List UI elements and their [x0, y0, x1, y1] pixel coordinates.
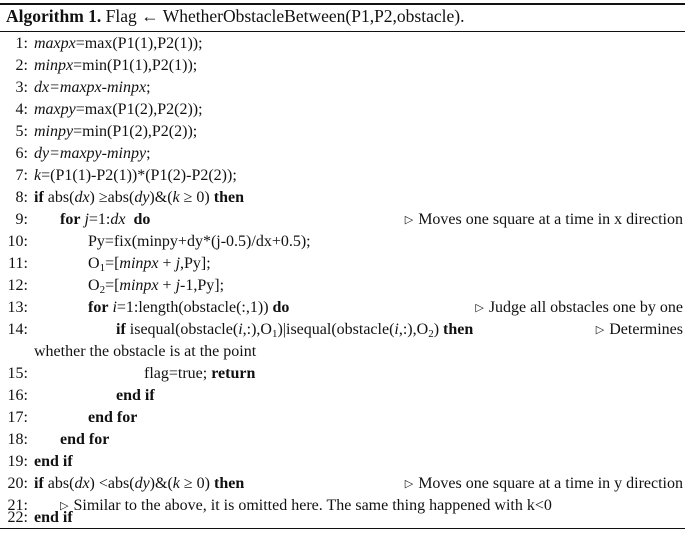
expr: ) ≥abs( — [89, 189, 135, 206]
comment-continuation: whether the obstacle is at the point — [34, 343, 257, 360]
code-line-11 — [0, 253, 685, 275]
line-code — [34, 55, 197, 77]
code-line-6 — [0, 143, 685, 165]
var-j: j — [84, 211, 89, 228]
keyword-end-if: end if — [34, 509, 73, 526]
expr: =max(P1(1),P2(1)); — [75, 35, 203, 52]
line-number: 17: — [7, 409, 28, 426]
comment-text: Similar to the above, it is omitted here. The same thing happened with k<0 — [73, 497, 552, 514]
keyword-end-for: end for — [60, 431, 110, 448]
var-o: O — [88, 277, 100, 294]
keyword-end-if: end if — [34, 453, 73, 470]
code-line-5 — [0, 121, 685, 143]
var-minpy: minpy — [34, 123, 74, 140]
expr: =[ — [105, 255, 120, 272]
expr: isequal(obstacle( — [129, 321, 239, 338]
code-line-8 — [0, 187, 685, 209]
line-number: 8: — [15, 189, 28, 206]
semicolon: ; — [146, 79, 151, 96]
keyword-for: for — [88, 299, 109, 316]
expr: ,:),O — [398, 321, 429, 338]
expr: flag=true; — [144, 365, 208, 382]
comment-triangle-icon: ▷ — [404, 478, 414, 490]
line-code: Py=fix(minpy+dy*(j-0.5)/dx+0.5); — [88, 233, 311, 250]
var-minpx: minpx — [34, 57, 74, 74]
top-rule — [0, 3, 685, 5]
var-minpx: minpx — [119, 277, 159, 294]
var-dx: dx — [74, 189, 90, 206]
bottom-rule — [0, 528, 685, 529]
caption-rule — [0, 31, 685, 32]
expr: )&( — [149, 475, 173, 492]
line-number: 1: — [15, 35, 28, 52]
line-number: 5: — [15, 123, 28, 140]
var-i: i — [238, 321, 243, 338]
line-code — [88, 253, 211, 275]
line-code — [144, 363, 255, 385]
var-i: i — [394, 321, 399, 338]
code-line-3 — [0, 77, 685, 99]
keyword-end-if: end if — [116, 387, 155, 404]
subscript: 1 — [99, 262, 106, 274]
comment-triangle-icon: ▷ — [475, 302, 484, 314]
code-line-14 — [0, 319, 685, 341]
caption-label: Algorithm 1. — [6, 6, 102, 26]
line-code — [34, 121, 197, 143]
line-comment — [405, 209, 683, 232]
line-number: 15: — [7, 365, 28, 382]
expr: + — [158, 255, 176, 272]
code-line-16 — [0, 385, 685, 407]
var-i: i — [112, 299, 117, 316]
line-number: 18: — [7, 431, 28, 448]
comment-text: Moves one square at a time in y direction — [418, 475, 683, 492]
expr: =min(P1(2),P2(2)); — [73, 123, 198, 140]
keyword-then: then — [443, 321, 474, 338]
keyword-end-for: end for — [88, 409, 138, 426]
code-line-7 — [0, 165, 685, 187]
comment-triangle-icon: ▷ — [60, 500, 69, 512]
keyword-then: then — [214, 475, 245, 492]
line-code — [34, 473, 244, 495]
expr: )|isequal(obstacle( — [277, 321, 395, 338]
code-line-4 — [0, 99, 685, 121]
var-dy: dy — [134, 189, 150, 206]
subscript: 2 — [428, 328, 434, 340]
code-line-19 — [0, 451, 685, 473]
var-k: k — [172, 475, 180, 492]
keyword-do: do — [133, 211, 151, 228]
expr: )&( — [149, 189, 173, 206]
line-code — [34, 187, 244, 209]
var-minpx: minpx — [119, 255, 159, 272]
line-number: 21: — [7, 497, 28, 514]
line-number: 11: — [8, 255, 28, 272]
comment-text: Determines — [609, 321, 683, 338]
code-line-1 — [0, 33, 685, 55]
semicolon: ; — [146, 145, 151, 162]
expr: abs( — [47, 475, 75, 492]
expr: ) <abs( — [89, 475, 135, 492]
expr: =min(P1(1),P2(1)); — [73, 57, 198, 74]
line-code — [34, 99, 203, 121]
expr: ,Py]; — [180, 255, 211, 272]
expr: -1,Py]; — [180, 277, 225, 294]
expr: ,:),O — [242, 321, 272, 338]
code-line-12 — [0, 275, 685, 297]
expr: + — [158, 277, 176, 294]
expr: ≥ 0) — [179, 189, 210, 206]
line-number: 4: — [15, 101, 28, 118]
keyword-for: for — [60, 211, 81, 228]
keyword-return: return — [211, 365, 256, 382]
var-j: j — [175, 277, 181, 294]
line-number: 10: — [7, 233, 28, 250]
line-number: 12: — [7, 277, 28, 294]
line-number: 13: — [7, 299, 28, 316]
var-maxpy: maxpy — [34, 101, 76, 118]
line-number: 14: — [7, 321, 28, 338]
line-code — [34, 165, 237, 187]
var-k: k — [34, 167, 42, 184]
code-line-14-continued — [0, 341, 685, 363]
code-line-13 — [0, 297, 685, 319]
expr: =1:length(obstacle(:,1)) — [116, 299, 269, 316]
line-code — [60, 209, 150, 231]
expr: abs( — [47, 189, 75, 206]
expr: =(P1(1)-P2(1))*(P1(2)-P2(2)); — [41, 167, 237, 184]
code-line-20 — [0, 473, 685, 495]
line-comment — [475, 297, 683, 320]
code-line-18 — [0, 429, 685, 451]
expr: =max(P1(2),P2(2)); — [75, 101, 203, 118]
keyword-if: if — [34, 189, 44, 206]
line-number: 6: — [15, 145, 28, 162]
comment-triangle-icon: ▷ — [595, 324, 605, 336]
caption-title: Flag ← WhetherObstacleBetween(P1,P2,obstacle). — [105, 6, 465, 26]
expr: =[ — [105, 277, 120, 294]
keyword-if: if — [116, 321, 126, 338]
var-dx: dx — [74, 475, 90, 492]
subscript: 2 — [99, 284, 106, 296]
line-number: 9: — [15, 211, 28, 228]
code-line-22 — [0, 507, 685, 529]
var-j: j — [175, 255, 181, 272]
algorithm-caption — [6, 6, 464, 27]
comment-text: Moves one square at a time in x direction — [418, 211, 683, 228]
expr: =1: — [88, 211, 111, 228]
code-line-10 — [0, 231, 685, 253]
line-number: 22: — [7, 509, 28, 526]
line-code — [88, 275, 224, 297]
code-line-2 — [0, 55, 685, 77]
line-comment — [596, 319, 683, 342]
line-number: 16: — [7, 387, 28, 404]
keyword-then: then — [213, 189, 244, 206]
subscript: 1 — [271, 328, 278, 340]
line-number: 3: — [15, 79, 28, 96]
line-number: 20: — [7, 475, 28, 492]
expr-dx: dx=maxpx-minpx — [34, 79, 147, 96]
expr: ≥ 0) — [179, 475, 210, 492]
comment-triangle-icon: ▷ — [404, 214, 414, 226]
line-code — [34, 77, 151, 99]
keyword-if: if — [34, 475, 44, 492]
code-line-15 — [0, 363, 685, 385]
var-dy: dy — [134, 475, 150, 492]
keyword-do: do — [272, 299, 290, 316]
line-comment — [405, 473, 683, 496]
expr-dy: dy=maxpy-minpy — [34, 145, 147, 162]
var-k: k — [172, 189, 180, 206]
line-number: 2: — [15, 57, 28, 74]
line-code — [34, 33, 203, 55]
comment-text: Judge all obstacles one by one — [488, 299, 683, 316]
var-o: O — [88, 255, 100, 272]
var-maxpx: maxpx — [34, 35, 76, 52]
var-dx: dx — [110, 211, 126, 228]
code-line-9 — [0, 209, 685, 231]
code-line-17 — [0, 407, 685, 429]
expr: ) — [433, 321, 440, 338]
line-number: 7: — [15, 167, 28, 184]
line-code — [88, 297, 289, 319]
line-number: 19: — [7, 453, 28, 470]
line-code — [34, 143, 151, 165]
line-code — [116, 319, 473, 341]
